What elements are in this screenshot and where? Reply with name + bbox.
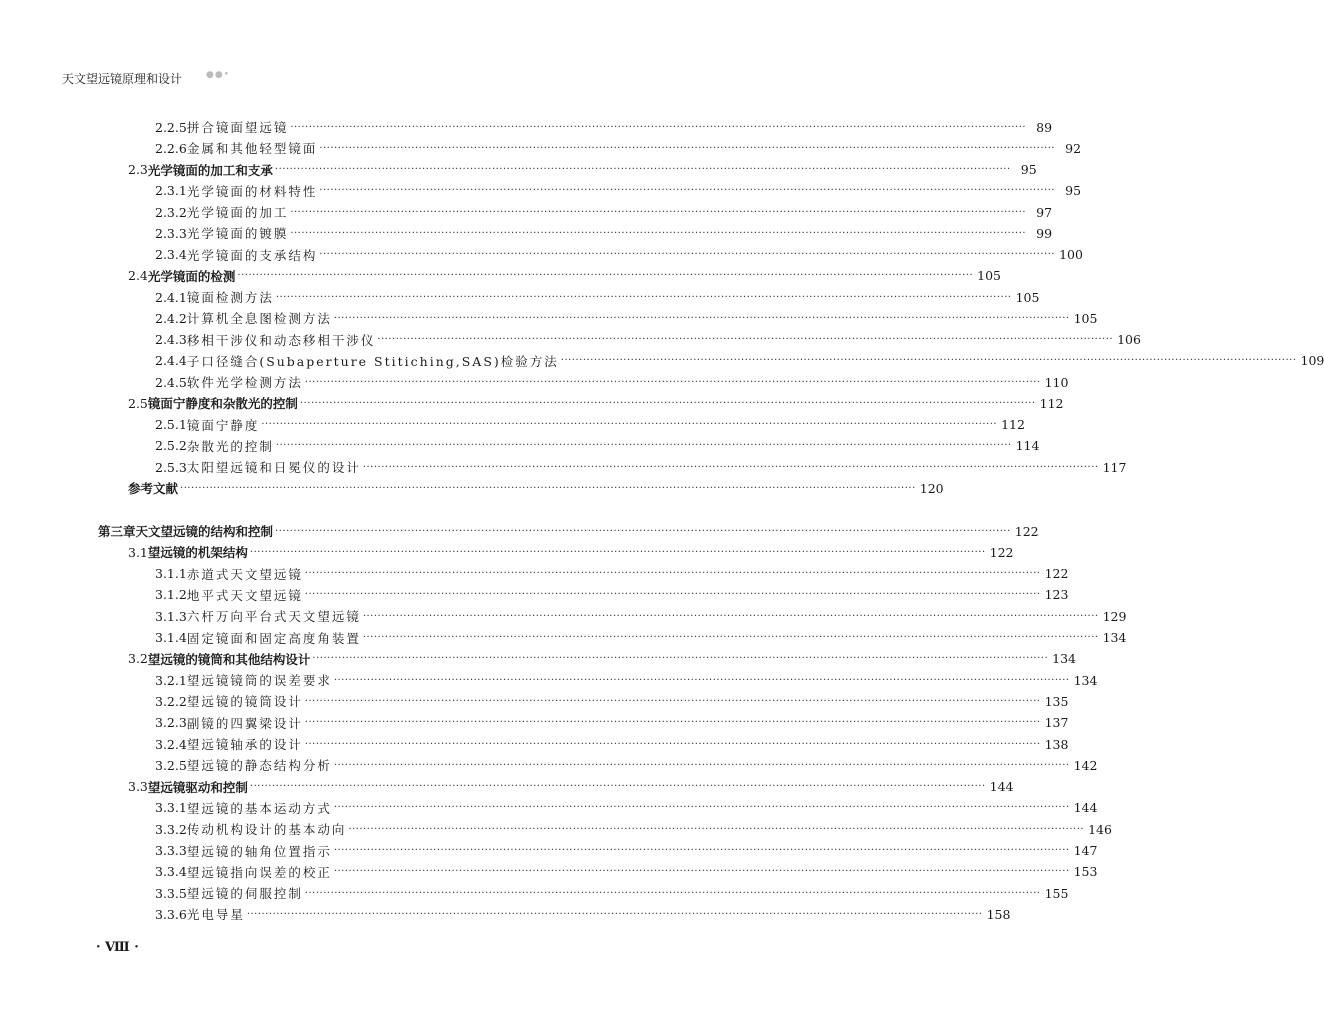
leader-dots: ········································································································································································································	[275, 291, 1012, 303]
toc-entry[interactable]	[98, 521, 1039, 541]
toc-entry-page: 134	[1073, 672, 1098, 688]
toc-entry-title: 望远镜轴承的设计	[186, 737, 303, 752]
toc-entry-number: 2.3.4	[155, 247, 187, 262]
toc-entry-title: 天文望远镜的结构和控制	[135, 524, 274, 539]
toc-entry-page: 138	[1044, 736, 1069, 752]
toc-entry-page: 146	[1088, 821, 1112, 837]
toc-entry-page: 120	[919, 480, 944, 496]
toc-entry-number: 3.3	[128, 779, 148, 795]
toc-entry-title: 子口径缝合(Subaperture Stitiching,SAS)检验方法	[186, 353, 559, 369]
toc-entry[interactable]	[128, 777, 1014, 797]
leader-dots: ········································································································································································································	[319, 249, 1056, 260]
toc-entry-page: 129	[1102, 608, 1127, 624]
toc-entry[interactable]	[155, 798, 1098, 818]
toc-entry-title: 望远镜的镜筒设计	[186, 694, 303, 710]
toc-entry-page: 112	[1039, 395, 1064, 411]
toc-entry-title: 镜面检测方法	[186, 290, 274, 305]
leader-dots: ········································································································································································································	[362, 632, 1099, 643]
toc-entry-page: 92	[1065, 140, 1082, 156]
toc-entry-title: 参考文献	[128, 481, 179, 497]
leader-dots: ········································································································································································································	[333, 312, 1070, 324]
toc-entry-title: 赤道式天文望远镜	[186, 566, 303, 582]
leader-dots: ········································································································································································································	[333, 759, 1070, 771]
toc-entry-title: 拼合镜面望远镜	[186, 120, 289, 135]
toc-entry-title: 镜面宁静度和杂散光的控制	[147, 396, 298, 412]
toc-entry[interactable]	[155, 181, 1082, 201]
leader-dots: ········································································································································································································	[237, 270, 974, 282]
leader-dots: ········································································································································································································	[290, 121, 1027, 133]
leader-dots: ········································································································································································································	[319, 142, 1056, 154]
leader-dots: ········································································································································································································	[304, 738, 1041, 750]
toc-entry-page: 123	[1044, 587, 1069, 603]
toc-entry-title: 望远镜的静态结构分析	[186, 758, 332, 774]
toc-entry-number: 2.5.2	[155, 438, 187, 454]
toc-entry-number: 3.1.1	[155, 566, 187, 582]
toc-entry[interactable]	[155, 436, 1040, 456]
leader-dots: ········································································································································································································	[249, 781, 986, 793]
toc-entry-page: 122	[1044, 566, 1069, 582]
toc-entry-page: 112	[1001, 417, 1025, 432]
toc-entry-page: 117	[1102, 459, 1127, 475]
toc-entry[interactable]	[155, 585, 1069, 605]
page-number: · Ⅷ ·	[96, 940, 139, 955]
toc-entry-title: 光学镜面的加工	[186, 205, 289, 220]
leader-dots: ········································································································································································································	[333, 845, 1070, 856]
toc-entry-title: 地平式天文望远镜	[186, 587, 303, 603]
toc-entry[interactable]	[155, 202, 1053, 222]
toc-entry[interactable]	[155, 670, 1098, 690]
toc-entry-title: 望远镜的机架结构	[147, 545, 248, 561]
toc-entry-title: 副镜的四翼梁设计	[186, 715, 303, 731]
toc-entry-number: 3.3.3	[155, 843, 187, 858]
toc-entry[interactable]	[155, 223, 1053, 243]
leader-dots: ········································································································································································································	[249, 546, 986, 558]
leader-dots: ········································································································································································································	[560, 355, 1297, 367]
toc-entry-title: 金属和其他轻型镜面	[186, 141, 318, 157]
leader-dots: ········································································································································································································	[304, 568, 1041, 580]
toc-entry-page: 144	[989, 779, 1014, 795]
toc-entry[interactable]	[155, 628, 1127, 648]
leader-dots: ········································································································································································································	[362, 610, 1099, 622]
toc-entry[interactable]	[155, 755, 1098, 775]
toc-entry-number: 3.2.2	[155, 693, 187, 709]
toc-entry-page: 95	[1020, 162, 1037, 177]
toc-entry-number: 2.5	[128, 395, 148, 411]
toc-entry-number: 2.4.5	[155, 374, 187, 390]
leader-dots: ········································································································································································································	[274, 164, 1011, 175]
toc-entry-page: 106	[1117, 332, 1141, 347]
toc-entry[interactable]	[155, 734, 1069, 754]
leader-dots: ········································································································································································································	[290, 206, 1027, 218]
toc-entry-page: 97	[1036, 204, 1053, 220]
toc-entry[interactable]	[155, 415, 1025, 435]
toc-entry-number: 2.4.3	[155, 332, 187, 347]
toc-entry-page: 105	[1015, 289, 1040, 305]
toc-entry-number: 第三章	[98, 524, 136, 539]
leader-dots: ········································································································································································································	[275, 525, 1011, 537]
toc-entry-title: 望远镜的伺服控制	[186, 886, 303, 902]
toc-entry-title: 望远镜的轴角位置指示	[186, 843, 332, 859]
toc-entry-page: 153	[1073, 864, 1098, 880]
leader-dots: ········································································································································································································	[304, 589, 1041, 601]
toc-entry-title: 计算机全息图检测方法	[186, 311, 332, 327]
toc-entry[interactable]	[128, 393, 1064, 413]
toc-entry-page: 105	[977, 268, 1002, 284]
toc-entry-title: 望远镜镜筒的误差要求	[186, 673, 332, 689]
toc-entry-number: 3.2.4	[155, 736, 187, 752]
toc-entry-title: 软件光学检测方法	[186, 375, 303, 390]
toc-entry-title: 光学镜面的加工和支承	[147, 162, 273, 178]
toc-entry-page: 144	[1073, 800, 1098, 816]
header-ornament: ●●•	[206, 70, 231, 80]
leader-dots: ········································································································································································································	[362, 461, 1099, 473]
toc-entry-title: 光学镜面的检测	[147, 268, 236, 284]
toc-entry-number: 2.4	[128, 268, 148, 284]
toc-entry[interactable]	[128, 160, 1037, 180]
toc-entry-page: 134	[1102, 630, 1127, 645]
toc-entry[interactable]	[155, 351, 1324, 371]
toc-entry-number: 3.2.5	[155, 757, 187, 773]
toc-entry-title: 望远镜的基本运动方式	[186, 800, 332, 816]
toc-entry[interactable]	[155, 819, 1112, 839]
toc-entry-number: 3.3.1	[155, 800, 187, 816]
leader-dots: ········································································································································································································	[180, 482, 916, 494]
toc-entry[interactable]	[155, 287, 1040, 307]
toc-entry-number: 2.3.2	[155, 204, 187, 220]
toc-entry-page: 114	[1015, 438, 1040, 454]
toc-entry[interactable]	[155, 564, 1069, 584]
leader-dots: ········································································································································································································	[319, 185, 1056, 197]
toc-entry[interactable]	[155, 245, 1083, 265]
toc-entry-number: 3.1.3	[155, 608, 187, 624]
toc-entry-number: 2.3	[128, 162, 148, 177]
toc-entry-page: 155	[1044, 885, 1069, 901]
leader-dots: ········································································································································································································	[261, 419, 998, 430]
toc-entry-title: 光学镜面的材料特性	[186, 183, 318, 199]
toc-entry-page: 134	[1052, 651, 1077, 667]
toc-entry[interactable]	[128, 649, 1077, 669]
toc-entry[interactable]	[155, 138, 1082, 158]
toc-entry-page: 122	[1014, 523, 1039, 539]
toc-entry-number: 3.2.1	[155, 672, 187, 688]
leader-dots: ········································································································································································································	[333, 802, 1070, 814]
toc-entry-number: 3.2	[128, 651, 148, 667]
leader-dots: ········································································································································································································	[333, 674, 1070, 686]
toc-entry-page: 99	[1036, 225, 1053, 241]
toc-entry[interactable]	[155, 713, 1069, 733]
toc-entry-page: 142	[1073, 757, 1098, 773]
toc-entry-page: 122	[989, 544, 1014, 560]
toc-entry-number: 3.3.4	[155, 864, 187, 880]
leader-dots: ········································································································································································································	[290, 227, 1027, 239]
toc-entry[interactable]	[128, 266, 1002, 286]
toc-entry[interactable]	[155, 372, 1069, 392]
leader-dots: ········································································································································································································	[304, 717, 1041, 729]
toc-entry[interactable]	[128, 542, 1014, 562]
toc-entry[interactable]	[155, 862, 1098, 882]
running-title: 天文望远镜原理和设计	[62, 72, 183, 86]
toc-entry-number: 3.3.2	[155, 821, 187, 837]
toc-entry[interactable]	[155, 308, 1098, 328]
toc-entry-title: 移相干涉仪和动态移相干涉仪	[186, 332, 376, 348]
leader-dots: ········································································································································································································	[312, 653, 1049, 665]
toc-entry[interactable]	[128, 478, 944, 498]
toc-entry[interactable]	[155, 841, 1098, 861]
toc-entry-title: 望远镜指向误差的校正	[186, 864, 332, 880]
leader-dots: ········································································································································································································	[348, 823, 1085, 835]
toc-entry-title: 传动机构设计的基本动向	[186, 822, 347, 838]
toc-entry-number: 3.1.4	[155, 630, 187, 645]
toc-entry-number: 3.3.6	[155, 906, 187, 922]
toc-entry-number: 3.1	[128, 544, 148, 560]
leader-dots: ········································································································································································································	[304, 376, 1041, 388]
toc-entry[interactable]	[155, 117, 1053, 137]
toc-entry-number: 2.3.3	[155, 225, 187, 241]
toc-entry-page: 100	[1059, 247, 1083, 262]
leader-dots: ········································································································································································································	[299, 397, 1036, 409]
toc-entry-page: 89	[1036, 119, 1053, 135]
toc-entry-page: 137	[1044, 715, 1069, 731]
toc-entry-title: 光电导星	[186, 907, 245, 923]
toc-entry-number: 2.3.1	[155, 183, 187, 199]
toc-entry-number: 2.5.3	[155, 459, 187, 475]
toc-entry-number: 3.2.3	[155, 715, 187, 731]
toc-entry-title: 望远镜驱动和控制	[147, 779, 248, 795]
toc-entry-number: 3.3.5	[155, 885, 187, 901]
toc-entry[interactable]	[155, 883, 1069, 903]
toc-entry-number: 2.2.5	[155, 119, 187, 135]
toc-entry-title: 太阳望远镜和日冕仪的设计	[186, 460, 361, 475]
toc-entry-page: 158	[986, 906, 1011, 922]
toc-entry[interactable]	[155, 691, 1069, 711]
toc-entry-title: 光学镜面的支承结构	[186, 247, 318, 263]
toc-entry-page: 109	[1300, 353, 1324, 369]
toc-entry-title: 望远镜的镜筒和其他结构设计	[147, 651, 311, 667]
leader-dots: ········································································································································································································	[246, 908, 983, 920]
toc-entry-page: 135	[1044, 693, 1069, 709]
toc-entry-number: 2.2.6	[155, 140, 187, 156]
leader-dots: ········································································································································································································	[377, 334, 1114, 345]
toc-entry-number: 2.4.4	[155, 353, 187, 369]
toc-entry-page: 95	[1065, 183, 1082, 199]
toc-entry-number: 2.4.2	[155, 310, 187, 326]
toc-entry-title: 镜面宁静度	[186, 417, 260, 433]
leader-dots: ········································································································································································································	[304, 887, 1041, 899]
toc-entry-title: 固定镜面和固定高度角装置	[186, 630, 361, 646]
toc-entry-title: 六杆万向平台式天文望远镜	[186, 609, 361, 625]
toc-entry-title: 光学镜面的镀膜	[186, 226, 289, 242]
toc-entry-page: 147	[1073, 843, 1098, 858]
toc-entry-title: 杂散光的控制	[186, 438, 274, 454]
toc-entry[interactable]	[155, 330, 1141, 350]
toc-entry-page: 110	[1044, 374, 1069, 390]
toc-entry-number: 2.4.1	[155, 289, 187, 305]
leader-dots: ········································································································································································································	[333, 866, 1070, 878]
toc-entry[interactable]	[155, 457, 1127, 477]
toc-entry-page: 105	[1073, 310, 1098, 326]
leader-dots: ········································································································································································································	[304, 695, 1041, 707]
toc-entry-number: 3.1.2	[155, 587, 187, 603]
toc-entry[interactable]	[155, 904, 1011, 924]
toc-entry[interactable]	[155, 606, 1127, 626]
toc-entry-number: 2.5.1	[155, 417, 187, 432]
leader-dots: ········································································································································································································	[275, 440, 1012, 452]
